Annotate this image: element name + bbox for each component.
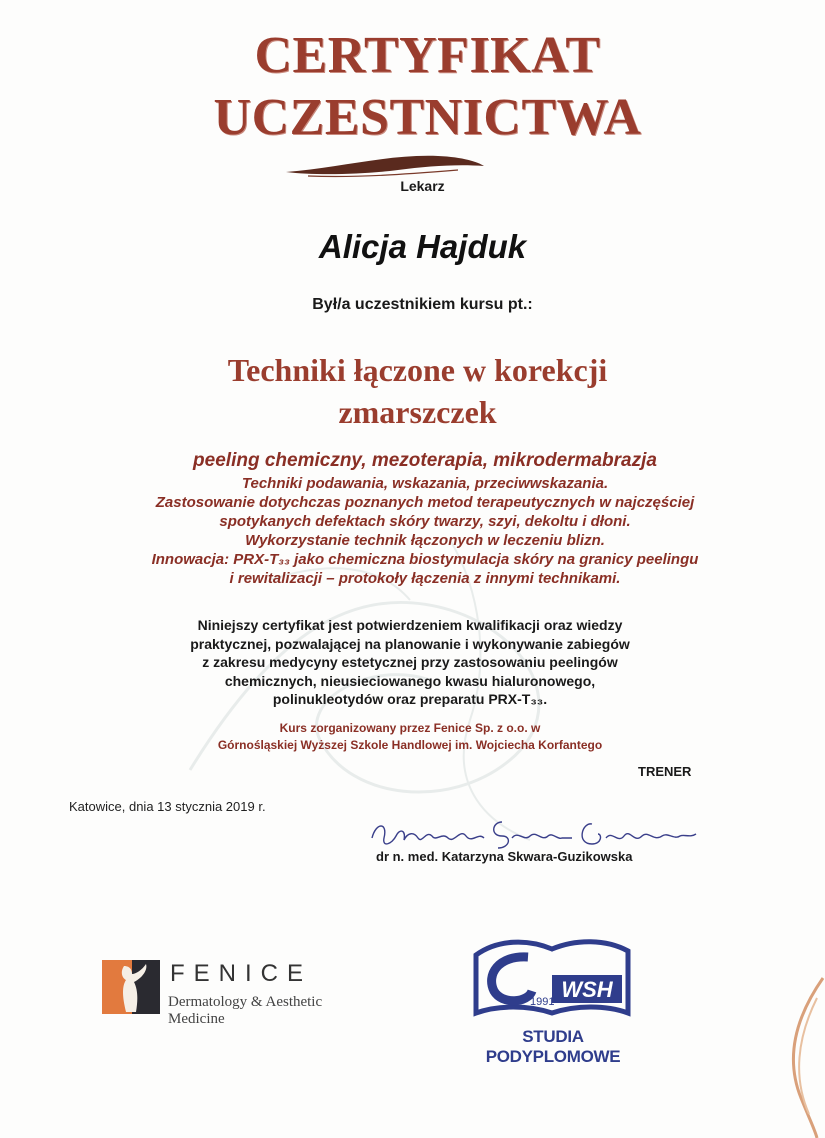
wsh-logo: [468, 935, 638, 1066]
wsh-letters: WSH: [561, 977, 613, 1002]
course-title-line2: zmarszczek: [338, 394, 497, 430]
fenice-tagline: Dermatology & Aesthetic Medicine: [168, 994, 323, 1027]
statement-line: polinukleotydów oraz preparatu PRX-T₃₃.: [272, 691, 548, 707]
qualification-statement: [120, 616, 700, 709]
trainer-label: TRENER: [638, 764, 692, 779]
description-line: Techniki podawania, wskazania, przeciwwskazania.: [241, 475, 609, 492]
statement-line: chemicznych, nieusieciowanego kwasu hialuronowego,: [224, 672, 596, 689]
fenice-logo: [102, 960, 382, 1027]
course-title-line1: Techniki łączone w korekcji: [227, 352, 608, 388]
corner-ribbon-decoration: [705, 938, 825, 1138]
organizer-info: [100, 720, 720, 754]
description-line: i rewitalizacji – protokoły łączenia z innymi technikami.: [229, 570, 621, 587]
open-book-icon: [468, 935, 638, 1025]
description-line: Wykorzystanie technik łączonych w leczeniu blizn.: [245, 532, 605, 549]
course-subtitle: peeling chemiczny, mezoterapia, mikrodermabrazja: [193, 450, 657, 471]
course-description: [40, 448, 810, 588]
participation-statement: Był/a uczestnikiem kursu pt.:: [312, 296, 533, 313]
role-label: Lekarz: [400, 178, 445, 194]
description-line: Zastosowanie dotychczas poznanych metod terapeutycznych w najczęściej: [155, 494, 695, 511]
phoenix-figure-icon: [102, 960, 160, 1014]
decorative-flourish: [278, 148, 488, 182]
description-line: spotykanych defektach skóry twarzy, szyi, dekoltu i dłoni.: [219, 513, 631, 530]
wsh-year: 1991: [530, 996, 555, 1008]
trainer-name: dr n. med. Katarzyna Skwara-Guzikowska: [376, 849, 633, 864]
description-line: Innowacja: PRX-T₃₃ jako chemiczna biostymulacja skóry na granicy peelingu: [151, 551, 699, 568]
participant-name: Alicja Hajduk: [318, 228, 527, 265]
wsh-caption: STUDIA PODYPLOMOWE: [485, 1027, 621, 1066]
statement-line: Niniejszy certyfikat jest potwierdzeniem kwalifikacji oraz wiedzy: [197, 617, 623, 633]
organizer-line: Kurs zorganizowany przez Fenice Sp. z o.o. w: [279, 721, 541, 735]
organizer-line: Górnośląskiej Wyższej Szkole Handlowej im. Wojciecha Korfantego: [217, 738, 603, 752]
statement-line: praktycznej, pozwalającej na planowanie i wykonywanie zabiegów: [190, 635, 630, 652]
statement-line: z zakresu medycyny estetycznej przy zastosowaniu peelingów: [202, 654, 618, 670]
certificate-title-line1: CERTYFIKAT: [254, 27, 601, 84]
fenice-wordmark: FENICE: [170, 960, 313, 987]
certificate-title-line2: UCZESTNICTWA: [213, 89, 642, 146]
place-and-date: Katowice, dnia 13 stycznia 2019 r.: [69, 799, 266, 814]
